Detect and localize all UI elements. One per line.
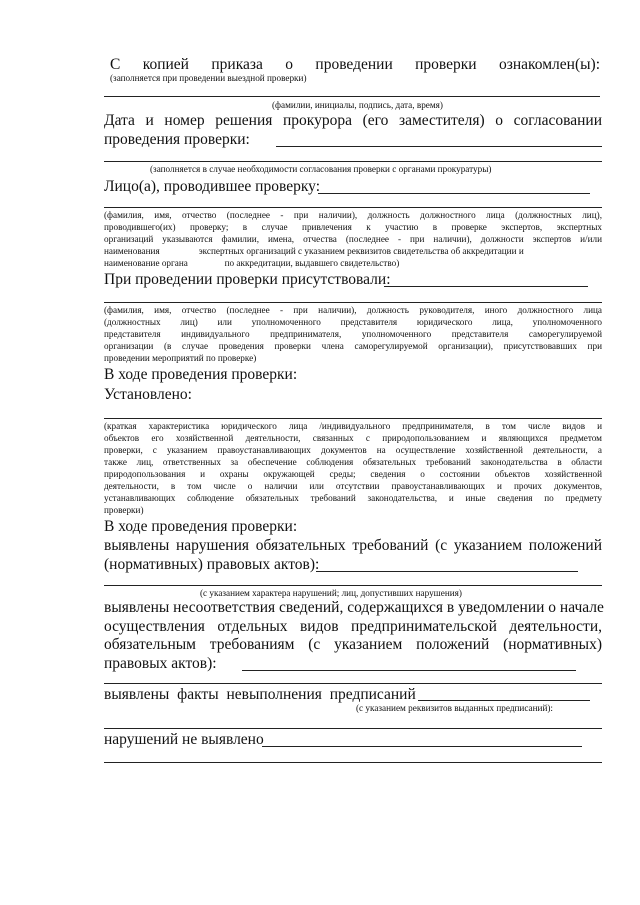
violations-caption: (с указанием характера нарушений; лиц, допустивших нарушения) — [200, 588, 462, 598]
violations-line-2: выявлены нарушения обязательных требований (с указанием положений — [104, 537, 602, 554]
inspector-note-5: наименование органа по аккредитации, выдавшего свидетельство) — [104, 258, 400, 268]
present-note-3: представителя индивидуального предпринимателя, уполномоченного представителя саморегулируемой — [104, 329, 602, 339]
prosecutor-fill-line-1[interactable] — [276, 146, 602, 147]
none-fill-line-2[interactable] — [104, 762, 602, 763]
prosecutor-line-1: Дата и номер решения прокурора (его заместителя) о согласовании — [104, 112, 602, 129]
present-label: При проведении проверки присутствовали: — [104, 271, 391, 288]
acquaint-caption: (фамилии, инициалы, подпись, дата, время) — [272, 100, 443, 110]
present-fill-line-2[interactable] — [104, 302, 602, 303]
established-line-2: Установлено: — [104, 386, 192, 403]
mismatch-line-1: выявлены несоответствия сведений, содержащихся в уведомлении о начале — [104, 599, 604, 616]
present-note-2: (должностных лиц) или уполномоченного представителя юридического лица, уполномоченного — [104, 317, 602, 327]
acquaint-note: (заполняется при проведении выездной проверки) — [110, 73, 307, 83]
violations-line-1: В ходе проведения проверки: — [104, 518, 298, 535]
mismatch-line-4: правовых актов): — [104, 655, 217, 672]
violations-fill-line-2[interactable] — [104, 585, 602, 586]
prosecutor-caption: (заполняется в случае необходимости согласования проверки с органами прокуратуры) — [150, 164, 492, 174]
inspector-fill-line-1[interactable] — [318, 193, 590, 194]
present-note-1: (фамилия, имя, отчество (последнее - при наличии), должность руководителя, иного должностного лица — [104, 305, 602, 315]
established-note-4: также лиц, ответственных за обеспечение соблюдения обязательных требований законодательства в области — [104, 457, 602, 467]
established-line-1: В ходе проведения проверки: — [104, 366, 298, 383]
violations-line-3: (нормативных) правовых актов): — [104, 556, 320, 573]
none-label: нарушений не выявлено — [104, 731, 264, 748]
inspector-label: Лицо(а), проводившее проверку: — [104, 178, 321, 195]
established-note-8: проверки) — [104, 505, 144, 515]
inspector-note-4: наименования экспертных организаций с указанием реквизитов свидетельства об аккредитации и — [104, 246, 524, 256]
established-fill-line[interactable] — [104, 418, 602, 419]
orders-fill-line-1[interactable] — [418, 700, 590, 701]
present-fill-line-1[interactable] — [384, 286, 588, 287]
inspector-note-2: проводившего(их) проверку; в случае привлечения к участию в проверке экспертов, экспертных — [104, 222, 602, 232]
mismatch-fill-line-2[interactable] — [104, 683, 602, 684]
established-note-5: природопользования и охраны окружающей среды; сведения о состоянии объектов хозяйственной — [104, 469, 602, 479]
inspector-note-3: организаций указываются фамилии, имена, отчества (последнее - при наличии), должности экспертов и/или — [104, 234, 602, 244]
violations-fill-line-1[interactable] — [316, 571, 578, 572]
mismatch-line-3: обязательным требованиям (с указанием положений (нормативных) — [104, 636, 602, 653]
established-note-7: устанавливающих соблюдение обязательных требований законодательства, и иные сведения по предмету — [104, 493, 602, 503]
present-note-4: организации (в случае проведения проверки члена саморегулируемой организации), присутствовавших при — [104, 341, 602, 351]
established-note-3: проверки, с указанием правоустанавливающих документов на осуществление хозяйственной деятельности, а — [104, 445, 602, 455]
established-note-2: объектов его хозяйственной деятельности, связанных с природопользованием и являющихся предметом — [104, 433, 602, 443]
inspector-fill-line-2[interactable] — [104, 207, 602, 208]
inspector-note-1: (фамилия, имя, отчество (последнее - при наличии), должность должностного лица (должностных лиц), — [104, 210, 602, 220]
acquaint-heading: С копией приказа о проведении проверки ознакомлен(ы): — [110, 56, 600, 73]
none-fill-line-1[interactable] — [262, 746, 582, 747]
prosecutor-line-2: проведения проверки: — [104, 131, 250, 148]
established-note-6: деятельности, в том числе о наличии или отсутствии правоустанавливающих и прочих документов, — [104, 481, 602, 491]
present-note-5: проведении мероприятий по проверке) — [104, 353, 257, 363]
orders-label: выявлены факты невыполнения предписаний — [104, 686, 416, 703]
orders-caption: (с указанием реквизитов выданных предписаний): — [356, 703, 553, 713]
established-note-1: (краткая характеристика юридического лица /индивидуального предпринимателя, в том числе видов и — [104, 421, 602, 431]
prosecutor-fill-line-2[interactable] — [104, 161, 602, 162]
mismatch-fill-line-1[interactable] — [242, 670, 576, 671]
acquaint-fill-line[interactable] — [104, 96, 600, 97]
orders-fill-line-2[interactable] — [104, 728, 602, 729]
mismatch-line-2: осуществления отдельных видов предпринимательской деятельности, — [104, 618, 602, 635]
